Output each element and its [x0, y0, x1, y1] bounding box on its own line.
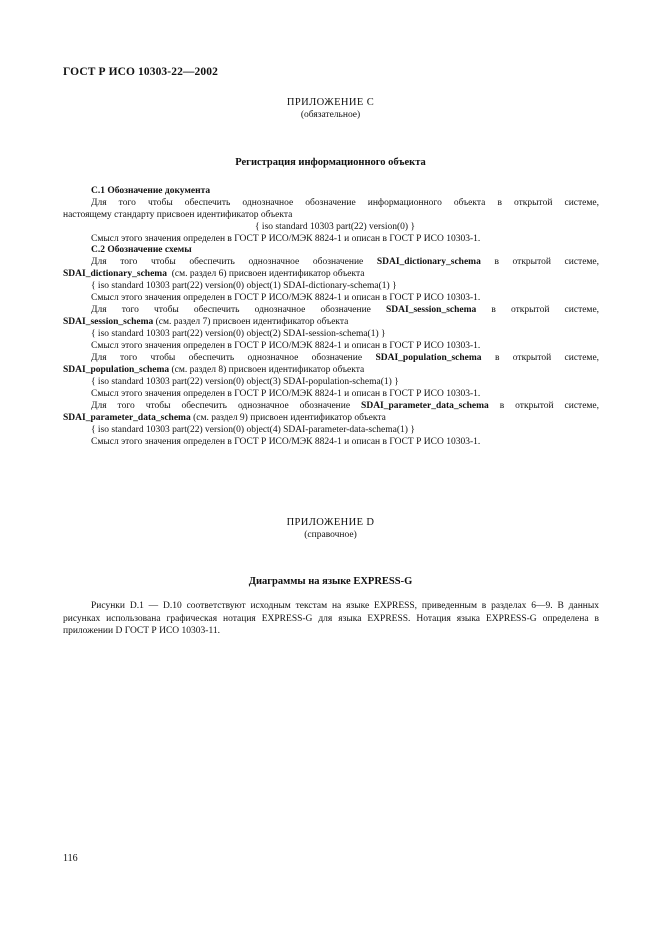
section-c1-title: С.1 Обозначение документа: [91, 186, 211, 196]
schema-4-intro: Для того чтобы обеспечить однозначное обозначение SDAI_parameter_data_schema в открытой системе,: [91, 401, 600, 411]
schema-3-assigned: SDAI_population_schema (см. раздел 8) присвоен идентификатор объекта: [63, 365, 365, 375]
schema-4-identifier: { iso standard 10303 part(22) version(0) object(4) SDAI-parameter-data-schema(1) }: [91, 425, 415, 435]
c1-paragraph-line2: настоящему стандарту присвоен идентификатор объекта: [63, 210, 293, 220]
schema-2-intro: Для того чтобы обеспечить однозначное обозначение SDAI_session_schema в открытой системе,: [91, 305, 600, 315]
schema-4-assigned: SDAI_parameter_data_schema (см. раздел 9) присвоен идентификатор объекта: [63, 413, 386, 423]
schema-4-meaning: Смысл этого значения определен в ГОСТ Р ИСО/МЭК 8824-1 и описан в ГОСТ Р ИСО 10303-1.: [91, 437, 481, 447]
appendix-c-title: ПРИЛОЖЕНИЕ С: [286, 97, 375, 108]
schema-1-intro: Для того чтобы обеспечить однозначное обозначение SDAI_dictionary_schema в открытой системе,: [91, 257, 600, 267]
appendix-c-status: (обязательное): [300, 110, 361, 120]
schema-2-meaning: Смысл этого значения определен в ГОСТ Р ИСО/МЭК 8824-1 и описан в ГОСТ Р ИСО 10303-1.: [91, 341, 481, 351]
page-number: 116: [63, 853, 78, 864]
c1-paragraph-line1: Для того чтобы обеспечить однозначное обозначение информационного объекта в открытой системе,: [91, 198, 599, 208]
c1-meaning: Смысл этого значения определен в ГОСТ Р ИСО/МЭК 8824-1 и описан в ГОСТ Р ИСО 10303-1.: [91, 234, 481, 244]
appendix-d-heading: Диаграммы на языке EXPRESS-G: [248, 576, 413, 587]
schema-1-identifier: { iso standard 10303 part(22) version(0) object(1) SDAI-dictionary-schema(1) }: [91, 281, 397, 291]
schema-3-meaning: Смысл этого значения определен в ГОСТ Р ИСО/МЭК 8824-1 и описан в ГОСТ Р ИСО 10303-1.: [91, 389, 481, 399]
schema-1-meaning: Смысл этого значения определен в ГОСТ Р ИСО/МЭК 8824-1 и описан в ГОСТ Р ИСО 10303-1.: [91, 293, 481, 303]
schema-2-identifier: { iso standard 10303 part(22) version(0) object(2) SDAI-session-schema(1) }: [91, 329, 386, 339]
c1-object-identifier: { iso standard 10303 part(22) version(0) }: [255, 222, 416, 232]
appendix-d-title: ПРИЛОЖЕНИЕ D: [286, 517, 375, 528]
appendix-c-heading: Регистрация информационного объекта: [235, 157, 426, 168]
schema-3-intro: Для того чтобы обеспечить однозначное обозначение SDAI_population_schema в открытой системе,: [91, 353, 600, 363]
schema-1-name: SDAI_dictionary_schema: [376, 257, 481, 267]
section-c2-title: С.2 Обозначение схемы: [91, 245, 192, 255]
appendix-d-text: Рисунки D.1 — D.10 соответствуют исходным текстам на языке EXPRESS, приведенным в разделах 6—9. В данных рисунках использована графическая нотация EXPRESS-G для языка EXPRESS. Нотация языка EXPRESS-G определена в приложении D ГОСТ Р ИСО 10303-11.: [63, 601, 599, 636]
schema-3-name: SDAI_population_schema: [375, 353, 482, 363]
schema-2-name: SDAI_session_schema: [386, 305, 477, 315]
schema-2-assigned: SDAI_session_schema (см. раздел 7) присвоен идентификатор объекта: [63, 317, 349, 327]
schema-3-identifier: { iso standard 10303 part(22) version(0) object(3) SDAI-population-schema(1) }: [91, 377, 399, 387]
appendix-d-status: (справочное): [304, 530, 357, 540]
schema-1-assigned: SDAI_dictionary_schema (см. раздел 6) присвоен идентификатор объекта: [63, 269, 365, 279]
document-header: ГОСТ Р ИСО 10303-22—2002: [63, 66, 218, 78]
schema-4-name: SDAI_parameter_data_schema: [361, 401, 489, 411]
